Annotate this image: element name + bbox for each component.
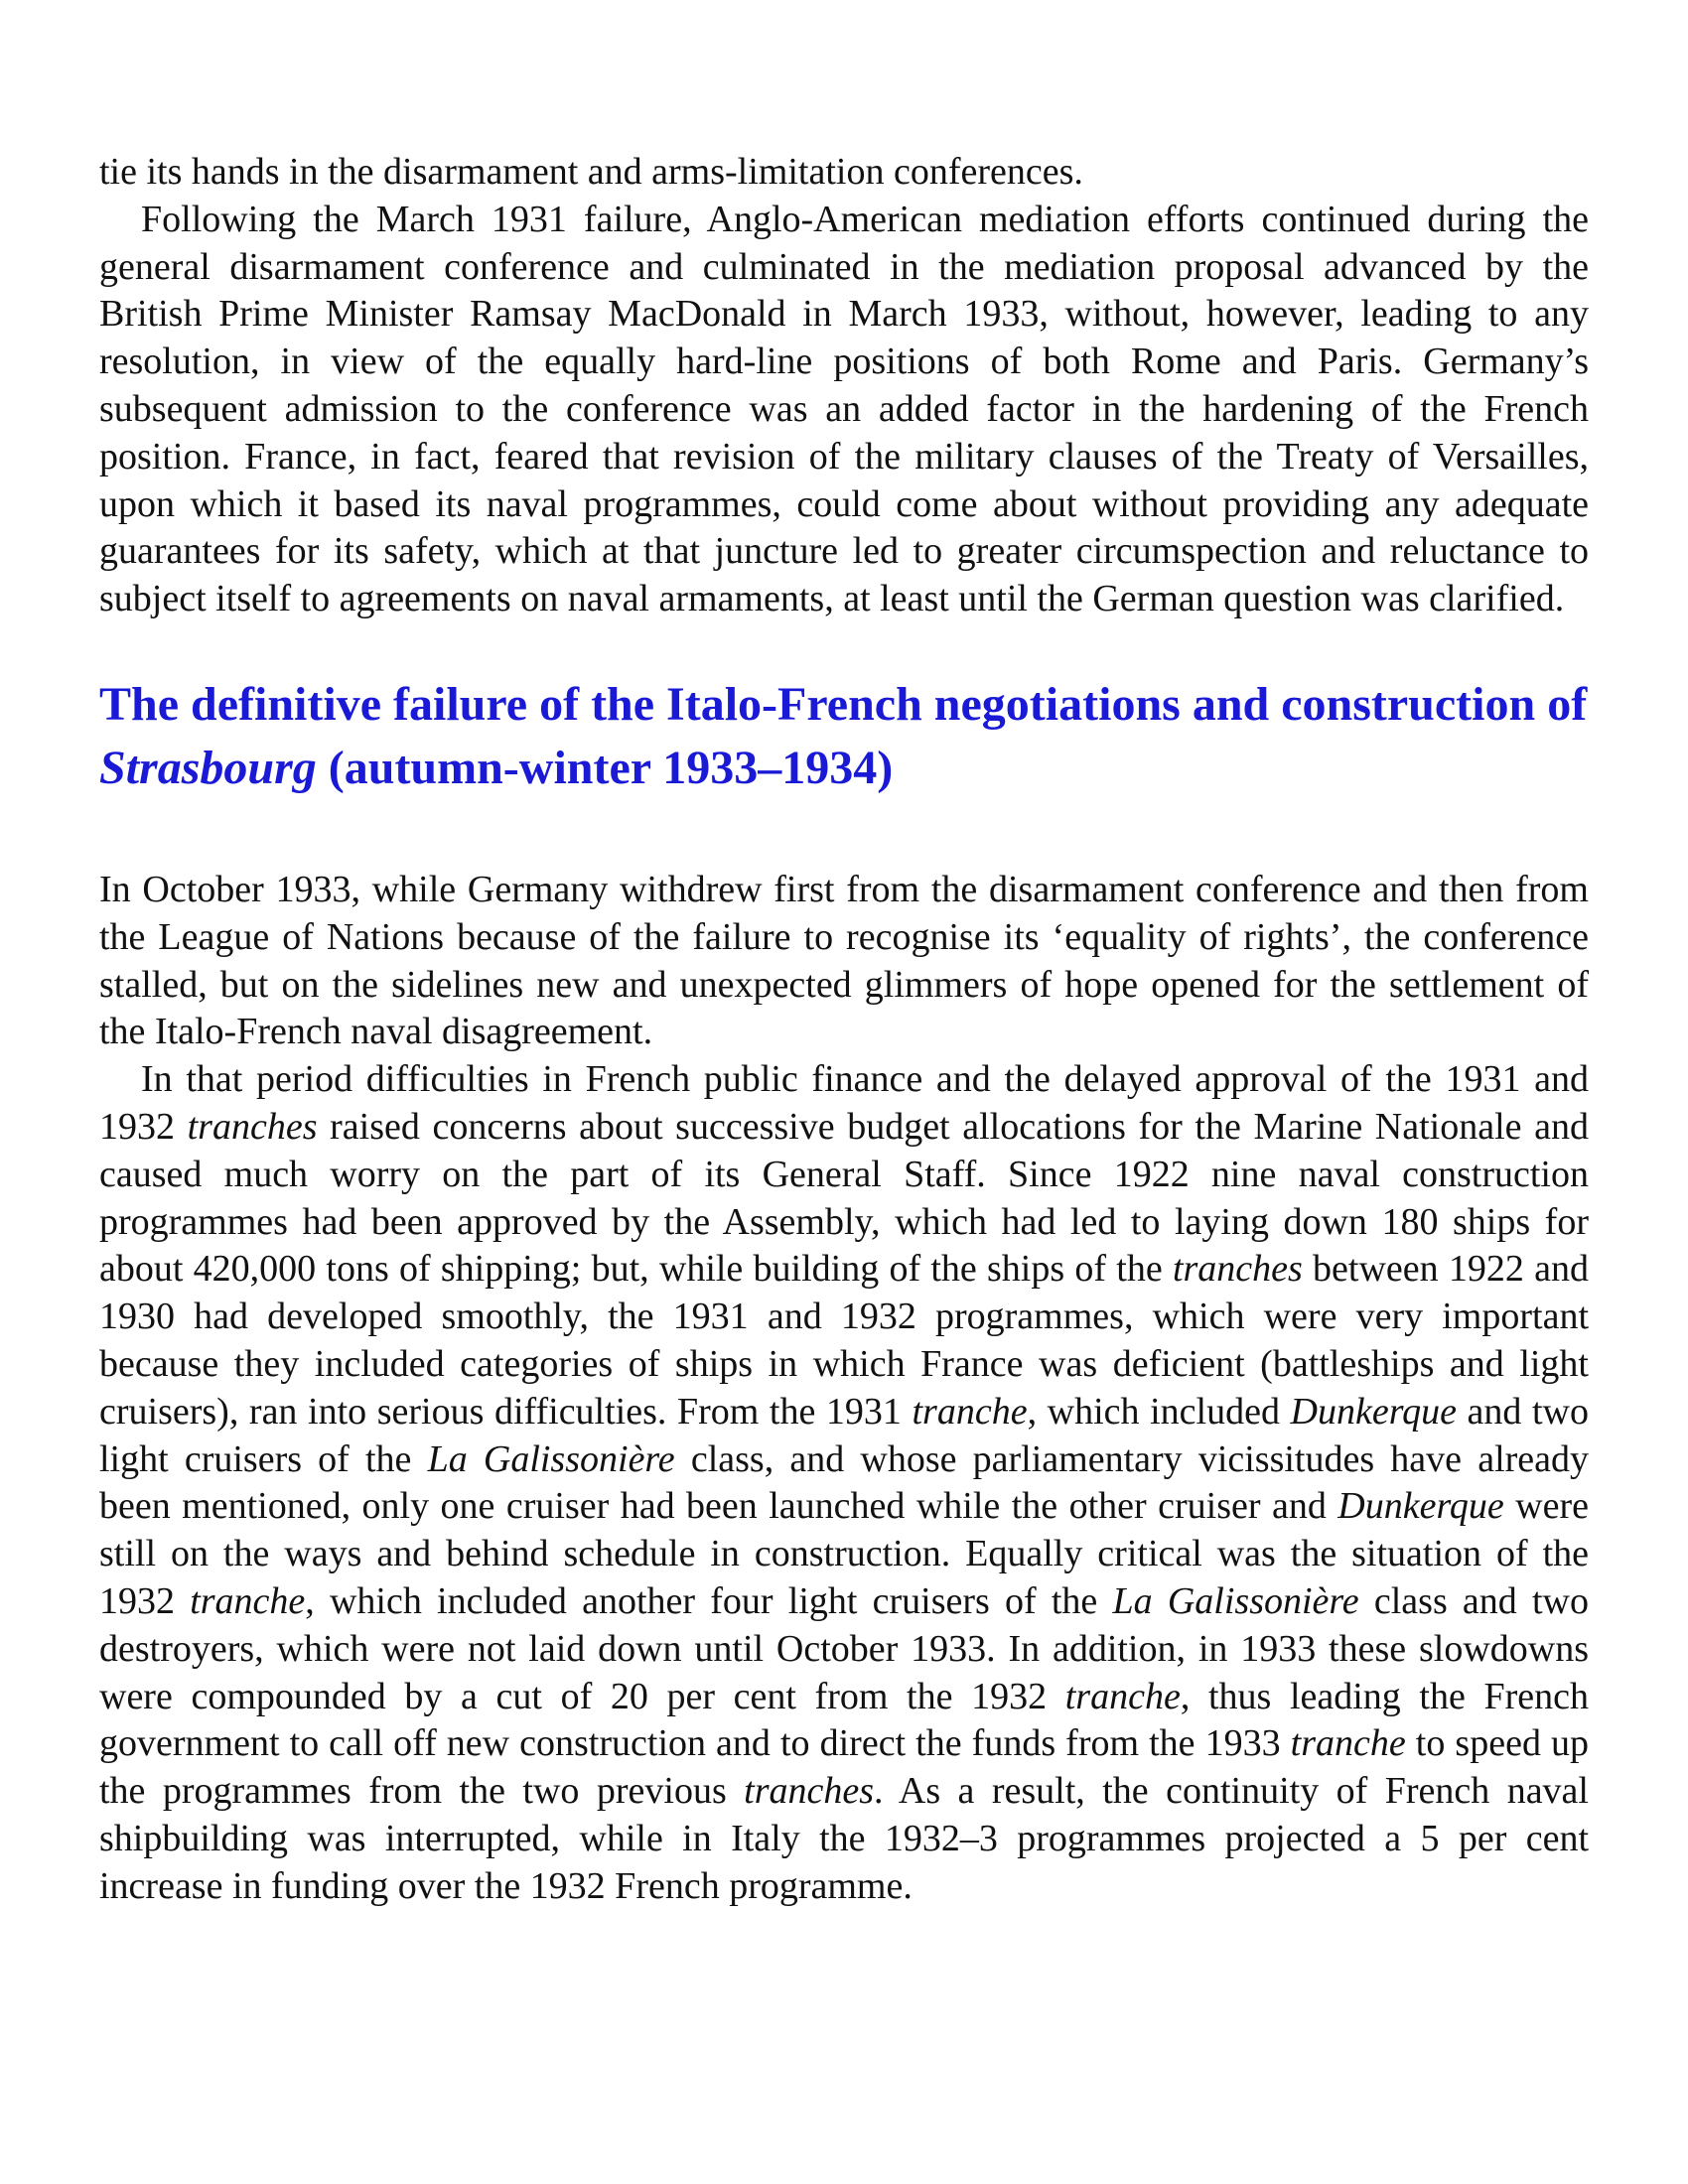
italic-term: tranches (187, 1105, 318, 1148)
heading-text-part1: The definitive failure of the Italo-French negotiations and construction of (99, 677, 1588, 731)
heading-text-part2: (autumn-winter 1933–1934) (316, 741, 894, 794)
text-run: between 1922 and 1930 had developed smoothly, the 1931 and 1932 programmes, which were very important because they included categories of ships in which France was deficient (battleships and light cruisers), ran into serious difficulties. From the 1931 (99, 1248, 1589, 1433)
text-run: class, and whose parliamentary vicissitudes have already been mentioned, only one cruiser had been launched while the other cruiser and (99, 1437, 1590, 1528)
italic-term: tranche (912, 1390, 1028, 1433)
italic-term: tranches (744, 1770, 875, 1813)
paragraph-p4 (99, 1056, 1589, 1910)
text-run: . As a result, the continuity of French naval shipbuilding was interrupted, while in Italy the 1932–3 programmes projected a 5 per cent increase in funding over the 1932 French programme. (99, 1770, 1589, 1907)
paragraph-p3 (99, 867, 1589, 1056)
paragraph-p2 (99, 197, 1589, 623)
italic-term: Dunkerque (1290, 1390, 1457, 1433)
text-run: , which included (1027, 1390, 1291, 1433)
heading-ship-name: Strasbourg (99, 741, 317, 794)
text-run: were still on the ways and behind schedule in construction. Equally critical was the situation of the 1932 (99, 1485, 1589, 1622)
italic-term: tranche (1064, 1675, 1181, 1717)
text-run: to speed up the programmes from the two previous (99, 1722, 1589, 1813)
body-text-top (99, 149, 1589, 623)
text-run: tie its hands in the disarmament and arms-limitation conferences. (99, 151, 1083, 193)
text-run: , which included another four light cruisers of the (305, 1579, 1113, 1622)
document-page (99, 149, 1589, 1911)
text-run: and two light cruisers of the (99, 1390, 1589, 1480)
text-run: class and two destroyers, which were not laid down until October 1933. In addition, in 1933 these slowdowns were compounded by a cut of 20 per cent from the 1932 (99, 1579, 1589, 1717)
italic-term: tranches (1172, 1248, 1303, 1291)
text-run: raised concerns about successive budget allocations for the Marine Nationale and caused much worry on the part of its General Staff. Since 1922 nine naval construction programmes had been approved by the Assembly, which had led to laying down 180 ships for about 420,000 tons of shipping; but, while building of the ships of the (99, 1105, 1590, 1291)
italic-term: La Galissonière (1112, 1579, 1359, 1622)
italic-term: tranche (190, 1579, 306, 1622)
italic-term: tranche (1290, 1722, 1406, 1765)
body-text-bottom (99, 867, 1589, 1911)
text-run: In that period difficulties in French public finance and the delayed approval of the 1931 and 1932 (99, 1058, 1589, 1148)
text-run: Following the March 1931 failure, Anglo-American mediation efforts continued during the general disarmament conference and culminated in the mediation proposal advanced by the British Prime Minister Ramsay MacDonald in March 1933, without, however, leading to any resolution, in view of the equally hard-line positions of both Rome and Paris. Germany’s subsequent admission to the conference was an added factor in the hardening of the French position. France, in fact, feared that revision of the military clauses of the Treaty of Versailles, upon which it based its naval programmes, could come about without providing any adequate guarantees for its safety, which at that juncture led to greater circumspection and reluctance to subject itself to agreements on naval armaments, at least until the German question was clarified. (99, 198, 1589, 620)
section-heading (99, 673, 1589, 800)
text-run: In October 1933, while Germany withdrew first from the disarmament conference and then from the League of Nations because of the failure to recognise its ‘equality of rights’, the conference stalled, but on the sidelines new and unexpected glimmers of hope opened for the settlement of the Italo-French naval disagreement. (99, 868, 1589, 1053)
italic-term: Dunkerque (1337, 1485, 1504, 1528)
paragraph-p1 (99, 149, 1589, 197)
italic-term: La Galissonière (427, 1437, 675, 1480)
text-run: , thus leading the French government to call off new construction and to direct the funds from the 1933 (99, 1675, 1589, 1765)
